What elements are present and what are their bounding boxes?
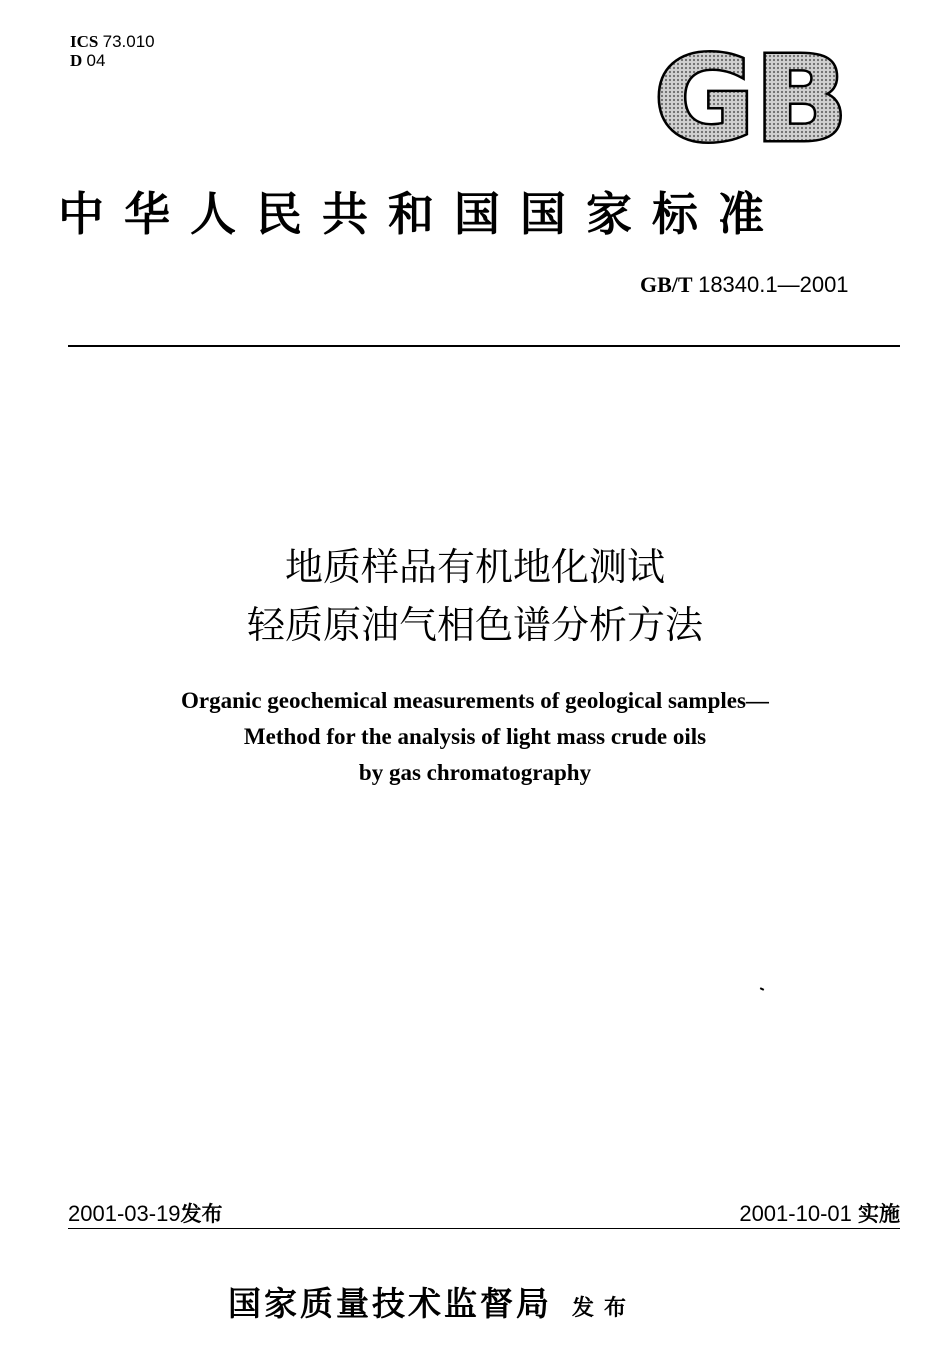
class-code bbox=[70, 51, 155, 70]
bottom-divider bbox=[68, 1228, 900, 1229]
chinese-title bbox=[0, 538, 950, 654]
english-title bbox=[0, 683, 950, 791]
english-title-line-3: by gas chromatography bbox=[358, 760, 592, 785]
gb-logo-graphic bbox=[652, 42, 850, 152]
publisher-action: 发布 bbox=[572, 1296, 637, 1321]
implementation-date-value: 2001-10-01 bbox=[739, 1201, 852, 1226]
gb-logo-text: GB bbox=[654, 42, 848, 152]
ics-label: ICS bbox=[70, 32, 99, 51]
issue-date-value: 2001-03-19 bbox=[68, 1201, 181, 1226]
implementation-date bbox=[739, 1198, 900, 1228]
chinese-title-line-1: 地质样品有机地化测试 bbox=[284, 545, 665, 589]
ics-code bbox=[70, 32, 155, 51]
publisher-name: 国家质量技术监督局 bbox=[228, 1284, 552, 1323]
classification-codes bbox=[70, 32, 155, 70]
scan-speck bbox=[760, 987, 764, 991]
top-divider bbox=[68, 345, 900, 347]
issue-date-label: 发布 bbox=[180, 1202, 223, 1226]
standard-code: 18340.1—2001 bbox=[698, 272, 849, 297]
english-title-line-2: Method for the analysis of light mass crude oils bbox=[243, 724, 707, 749]
english-title-line-1: Organic geochemical measurements of geological samples— bbox=[181, 688, 769, 713]
publisher bbox=[228, 1278, 636, 1325]
standard-number bbox=[640, 272, 849, 298]
class-label: D bbox=[70, 51, 83, 70]
chinese-title-line-2: 轻质原油气相色谱分析方法 bbox=[246, 603, 703, 647]
standard-prefix: GB/T bbox=[640, 272, 693, 297]
national-standard-title: 中华人民共和国国家标准 bbox=[58, 187, 784, 241]
implementation-date-label: 实施 bbox=[858, 1202, 900, 1226]
issue-date bbox=[68, 1198, 223, 1228]
class-value: 04 bbox=[86, 51, 106, 70]
ics-value: 73.010 bbox=[102, 32, 155, 51]
gb-logo bbox=[652, 42, 850, 152]
